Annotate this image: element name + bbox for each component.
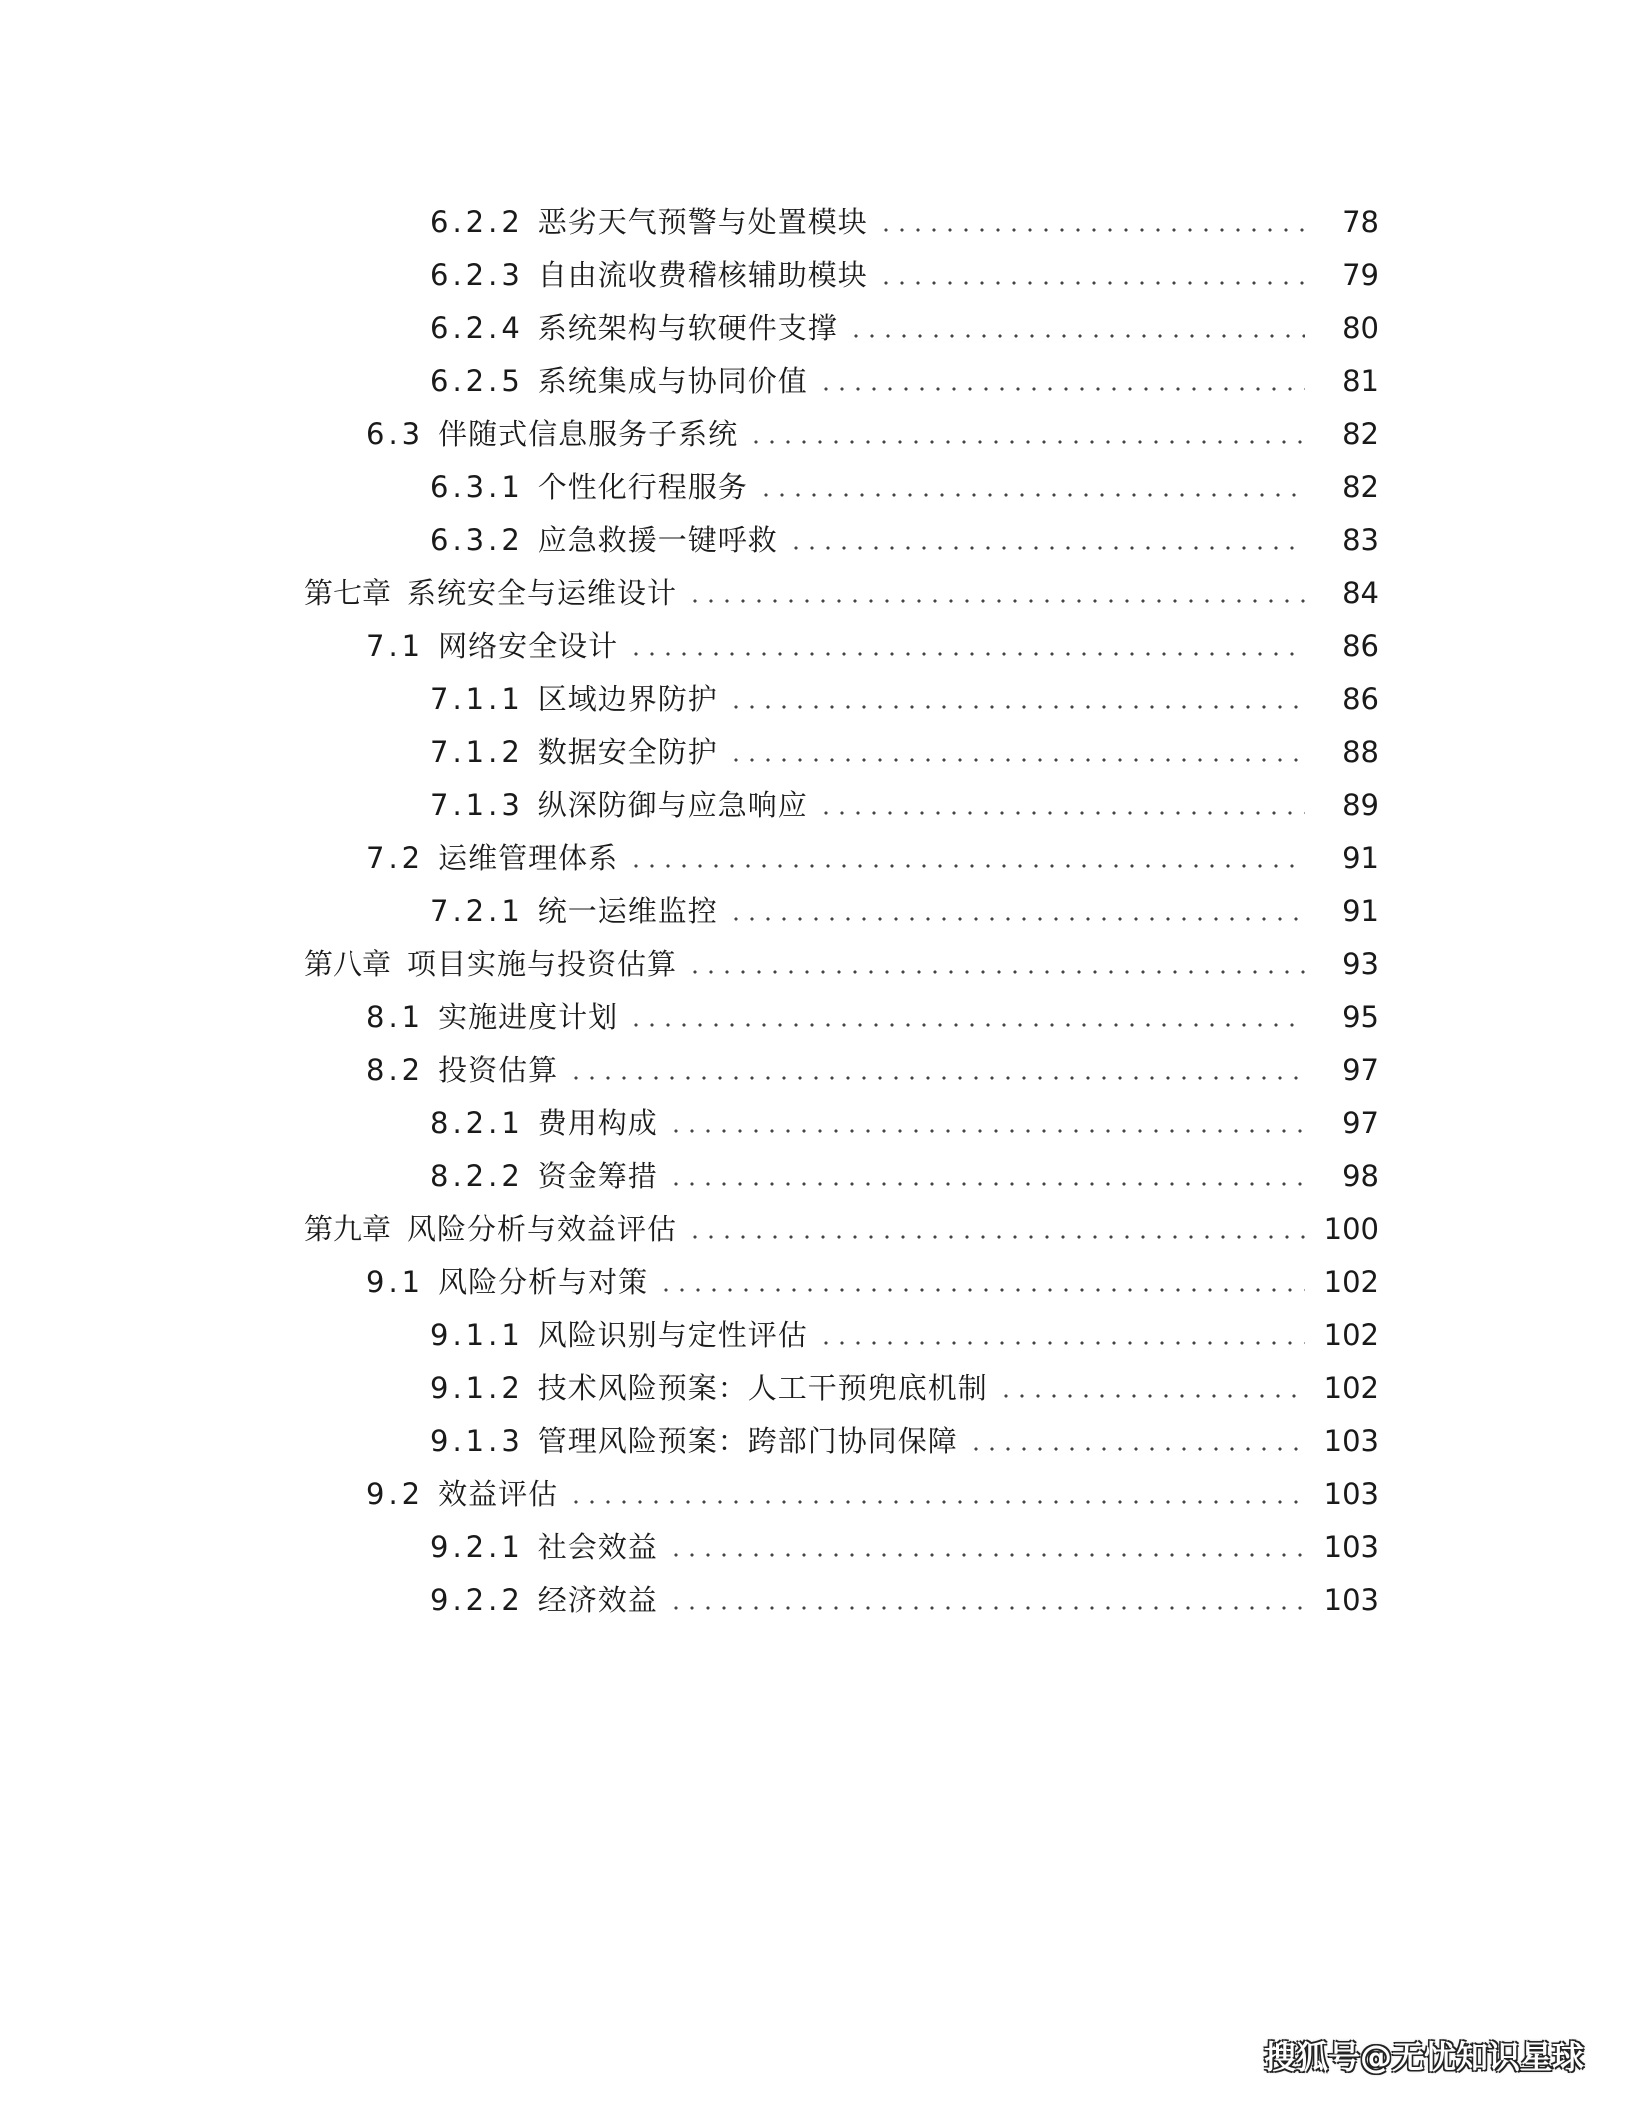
dot-leader xyxy=(668,1129,1305,1133)
dot-leader xyxy=(568,1500,1305,1504)
toc-entry-page: 103 xyxy=(1323,1583,1379,1617)
toc-entry[interactable] xyxy=(0,1044,1632,1097)
toc-entry-number: 9.1 xyxy=(366,1265,425,1299)
dot-leader xyxy=(668,1606,1305,1610)
toc-entry[interactable] xyxy=(0,620,1632,673)
toc-entry-page: 102 xyxy=(1323,1371,1379,1405)
toc-entry-title: 系统架构与软硬件支撑 xyxy=(537,311,838,345)
dot-leader xyxy=(848,334,1305,338)
toc-entry-number: 6.2.5 xyxy=(430,364,524,398)
toc-entry-page: 88 xyxy=(1342,735,1379,769)
toc-entry-page: 97 xyxy=(1342,1106,1379,1140)
toc-entry-page: 102 xyxy=(1323,1318,1379,1352)
dot-leader xyxy=(628,652,1305,656)
toc-entry-title: 社会效益 xyxy=(537,1530,658,1564)
toc-entry[interactable] xyxy=(0,408,1632,461)
toc-entry-number: 7.2.1 xyxy=(430,894,524,928)
toc-entry[interactable] xyxy=(0,832,1632,885)
toc-entry-number: 6.3.2 xyxy=(430,523,524,557)
watermark: 搜狐号@无忧知识星球 xyxy=(1263,2038,1584,2076)
toc-entry-page: 103 xyxy=(1323,1424,1379,1458)
toc-entry-title: 管理风险预案：跨部门协同保障 xyxy=(537,1424,958,1458)
dot-leader xyxy=(628,864,1305,868)
table-of-contents xyxy=(0,196,1632,1627)
toc-entry[interactable] xyxy=(0,1521,1632,1574)
dot-leader xyxy=(968,1447,1305,1451)
dot-leader xyxy=(568,1076,1305,1080)
toc-entry-title: 自由流收费稽核辅助模块 xyxy=(537,258,868,292)
toc-entry-title: 风险识别与定性评估 xyxy=(537,1318,808,1352)
toc-entry[interactable] xyxy=(0,726,1632,779)
dot-leader xyxy=(687,970,1305,974)
dot-leader xyxy=(818,811,1305,815)
toc-entry-number: 9.1.3 xyxy=(430,1424,524,1458)
dot-leader xyxy=(758,493,1305,497)
toc-entry-title: 实施进度计划 xyxy=(438,1000,619,1034)
toc-entry-number: 第八章 xyxy=(304,947,392,981)
toc-entry-title: 网络安全设计 xyxy=(438,629,619,663)
toc-entry-number: 7.1.2 xyxy=(430,735,524,769)
toc-entry[interactable] xyxy=(0,196,1632,249)
toc-entry[interactable] xyxy=(0,673,1632,726)
toc-entry-page: 82 xyxy=(1342,417,1379,451)
toc-entry[interactable] xyxy=(0,514,1632,567)
toc-entry[interactable] xyxy=(0,355,1632,408)
toc-entry[interactable] xyxy=(0,1309,1632,1362)
toc-entry-page: 84 xyxy=(1342,576,1379,610)
dot-leader xyxy=(748,440,1305,444)
toc-entry-page: 93 xyxy=(1342,947,1379,981)
toc-entry[interactable] xyxy=(0,1256,1632,1309)
toc-entry[interactable] xyxy=(0,1468,1632,1521)
toc-entry-title: 资金筹措 xyxy=(537,1159,658,1193)
toc-entry-number: 9.2.1 xyxy=(430,1530,524,1564)
toc-entry-title: 运维管理体系 xyxy=(438,841,619,875)
toc-entry[interactable] xyxy=(0,779,1632,832)
dot-leader xyxy=(878,228,1305,232)
dot-leader xyxy=(658,1288,1305,1292)
toc-entry-title: 经济效益 xyxy=(537,1583,658,1617)
dot-leader xyxy=(628,1023,1305,1027)
toc-entry-number: 第七章 xyxy=(304,576,392,610)
dot-leader xyxy=(788,546,1305,550)
toc-entry-number: 8.2.2 xyxy=(430,1159,524,1193)
toc-entry-number: 8.1 xyxy=(366,1000,425,1034)
toc-entry-number: 6.2.4 xyxy=(430,311,524,345)
toc-entry-title: 区域边界防护 xyxy=(537,682,718,716)
toc-entry-page: 86 xyxy=(1342,682,1379,716)
toc-entry-page: 100 xyxy=(1323,1212,1379,1246)
toc-entry-number: 6.3 xyxy=(366,417,425,451)
toc-entry-page: 89 xyxy=(1342,788,1379,822)
toc-entry[interactable] xyxy=(0,1574,1632,1627)
toc-entry-page: 98 xyxy=(1342,1159,1379,1193)
dot-leader xyxy=(818,387,1305,391)
toc-entry-number: 7.1 xyxy=(366,629,425,663)
toc-entry[interactable] xyxy=(0,1362,1632,1415)
toc-entry-title: 系统安全与运维设计 xyxy=(407,576,678,610)
toc-entry[interactable] xyxy=(0,991,1632,1044)
dot-leader xyxy=(878,281,1305,285)
toc-entry-title: 技术风险预案：人工干预兜底机制 xyxy=(537,1371,988,1405)
toc-entry-number: 8.2 xyxy=(366,1053,425,1087)
toc-entry-title: 应急救援一键呼救 xyxy=(537,523,778,557)
toc-entry-title: 纵深防御与应急响应 xyxy=(537,788,808,822)
toc-entry-number: 9.2 xyxy=(366,1477,425,1511)
toc-entry[interactable] xyxy=(0,1415,1632,1468)
toc-entry-title: 系统集成与协同价值 xyxy=(537,364,808,398)
toc-entry-page: 95 xyxy=(1342,1000,1379,1034)
toc-entry-page: 86 xyxy=(1342,629,1379,663)
toc-entry-title: 数据安全防护 xyxy=(537,735,718,769)
toc-entry-title: 个性化行程服务 xyxy=(537,470,748,504)
toc-entry[interactable] xyxy=(0,1097,1632,1150)
toc-entry-page: 103 xyxy=(1323,1530,1379,1564)
toc-entry-number: 6.2.2 xyxy=(430,205,524,239)
toc-entry-page: 97 xyxy=(1342,1053,1379,1087)
toc-entry-title: 费用构成 xyxy=(537,1106,658,1140)
toc-entry-page: 103 xyxy=(1323,1477,1379,1511)
toc-entry-number: 8.2.1 xyxy=(430,1106,524,1140)
toc-entry-page: 91 xyxy=(1342,894,1379,928)
toc-entry-title: 效益评估 xyxy=(438,1477,559,1511)
toc-entry[interactable] xyxy=(0,885,1632,938)
dot-leader xyxy=(728,705,1305,709)
dot-leader xyxy=(687,599,1305,603)
dot-leader xyxy=(818,1341,1305,1345)
toc-entry-number: 9.1.2 xyxy=(430,1371,524,1405)
toc-entry-number: 7.1.1 xyxy=(430,682,524,716)
toc-entry-number: 9.1.1 xyxy=(430,1318,524,1352)
toc-entry-page: 102 xyxy=(1323,1265,1379,1299)
toc-entry-number: 7.1.3 xyxy=(430,788,524,822)
toc-entry-chapter[interactable] xyxy=(0,567,1632,620)
dot-leader xyxy=(998,1394,1305,1398)
dot-leader xyxy=(687,1235,1305,1239)
dot-leader xyxy=(728,917,1305,921)
toc-entry-number: 6.3.1 xyxy=(430,470,524,504)
toc-entry-chapter[interactable] xyxy=(0,1203,1632,1256)
toc-entry-page: 81 xyxy=(1342,364,1379,398)
toc-entry-title: 风险分析与效益评估 xyxy=(407,1212,678,1246)
toc-entry[interactable] xyxy=(0,1150,1632,1203)
toc-entry-title: 风险分析与对策 xyxy=(438,1265,649,1299)
toc-entry-title: 恶劣天气预警与处置模块 xyxy=(537,205,868,239)
toc-entry-chapter[interactable] xyxy=(0,938,1632,991)
toc-entry-number: 第九章 xyxy=(304,1212,392,1246)
toc-entry[interactable] xyxy=(0,249,1632,302)
toc-entry[interactable] xyxy=(0,461,1632,514)
toc-entry-title: 伴随式信息服务子系统 xyxy=(438,417,739,451)
toc-entry-title: 统一运维监控 xyxy=(537,894,718,928)
dot-leader xyxy=(668,1182,1305,1186)
toc-entry-page: 79 xyxy=(1342,258,1379,292)
toc-entry-number: 7.2 xyxy=(366,841,425,875)
toc-entry-page: 91 xyxy=(1342,841,1379,875)
dot-leader xyxy=(668,1553,1305,1557)
toc-entry-page: 82 xyxy=(1342,470,1379,504)
toc-entry-title: 项目实施与投资估算 xyxy=(407,947,678,981)
toc-entry-page: 80 xyxy=(1342,311,1379,345)
dot-leader xyxy=(728,758,1305,762)
toc-entry-title: 投资估算 xyxy=(438,1053,559,1087)
toc-entry-number: 6.2.3 xyxy=(430,258,524,292)
toc-entry-page: 83 xyxy=(1342,523,1379,557)
toc-entry-number: 9.2.2 xyxy=(430,1583,524,1617)
toc-entry[interactable] xyxy=(0,302,1632,355)
toc-entry-page: 78 xyxy=(1342,205,1379,239)
